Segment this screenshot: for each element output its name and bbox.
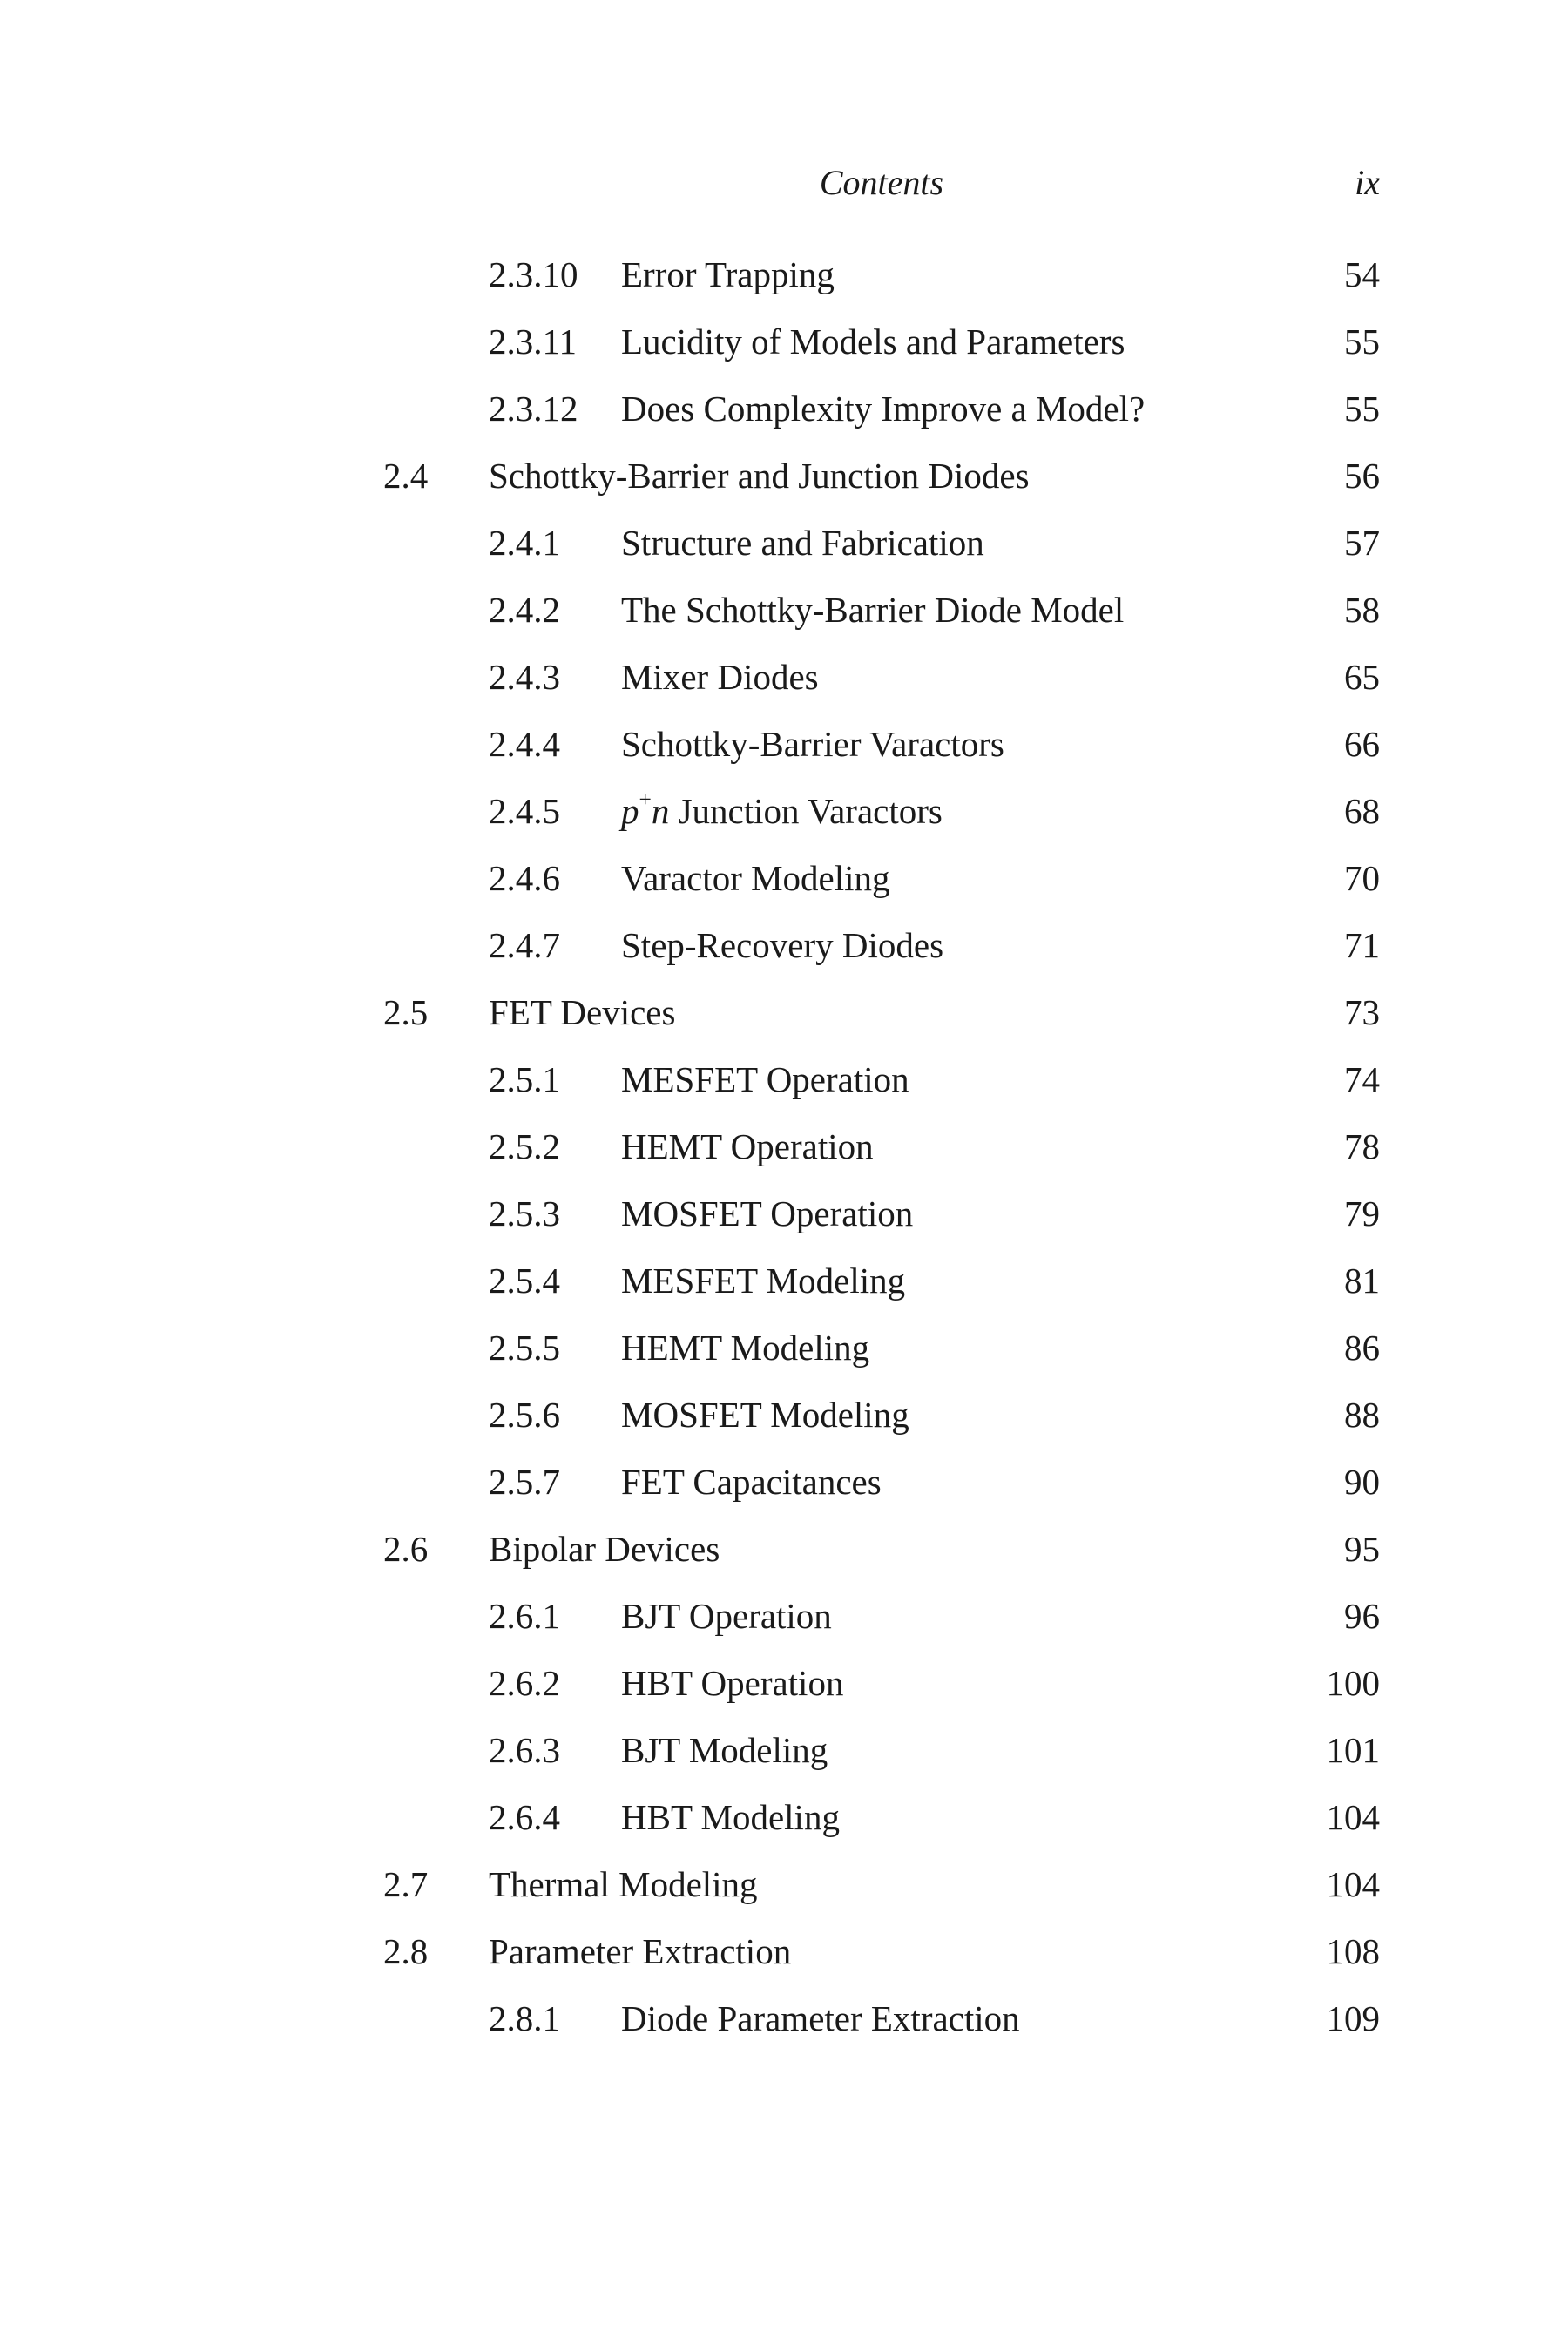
toc-entry-title: HBT Operation: [621, 1663, 844, 1703]
toc-section-title: Parameter Extraction: [489, 1931, 792, 1971]
toc-entry-title: MOSFET Operation: [621, 1193, 914, 1233]
toc-section-page: 108: [1326, 1931, 1380, 1971]
toc-entry-title: Does Complexity Improve a Model?: [621, 389, 1146, 429]
toc-entry-title: FET Capacitances: [621, 1462, 882, 1502]
toc-entry-title: The Schottky-Barrier Diode Model: [621, 590, 1125, 630]
toc-entry-page: 55: [1344, 389, 1380, 429]
toc-entry: [383, 1187, 1380, 1254]
toc-entry-page: 104: [1326, 1797, 1380, 1837]
toc-entry-title: Error Trapping: [621, 254, 835, 294]
toc-entry: [383, 315, 1380, 382]
toc-section-number: 2.8: [383, 1931, 429, 1971]
toc-entry-page: 88: [1344, 1395, 1380, 1435]
toc-section: [383, 449, 1380, 517]
toc-entry-number: 2.4.2: [489, 590, 560, 630]
toc-entry-title: Structure and Fabrication: [621, 523, 984, 563]
toc-entry-page: 65: [1344, 657, 1380, 697]
toc-entry-number: 2.6.1: [489, 1596, 560, 1636]
toc-entry: [383, 1120, 1380, 1187]
running-head: Contents: [819, 163, 944, 202]
toc-section-title: Thermal Modeling: [489, 1864, 758, 1904]
toc-entry-title: [621, 785, 943, 837]
toc-entry: [383, 852, 1380, 919]
toc-entry-title: Lucidity of Models and Parameters: [621, 321, 1125, 362]
toc-entry-page: 57: [1344, 523, 1380, 563]
toc-entry-title: Mixer Diodes: [621, 657, 819, 697]
toc-entry-number: 2.6.2: [489, 1663, 560, 1703]
toc-section: [383, 1858, 1380, 1925]
toc-entry-title: MESFET Modeling: [621, 1260, 906, 1301]
superscript-plus: +: [639, 787, 652, 812]
toc-entry-number: 2.6.3: [489, 1730, 560, 1770]
toc-section: [383, 1523, 1380, 1590]
toc-section-page: 95: [1344, 1529, 1380, 1569]
toc-section-title: FET Devices: [489, 992, 676, 1032]
toc-entry-page: 55: [1344, 321, 1380, 362]
table-of-contents: [383, 248, 1380, 2059]
symbol-p: p: [621, 791, 639, 831]
toc-entry: [383, 785, 1380, 852]
toc-entry-page: 71: [1344, 925, 1380, 965]
toc-entry-title: Diode Parameter Extraction: [621, 1998, 1020, 2038]
toc-entry-number: 2.5.2: [489, 1126, 560, 1166]
toc-entry-number: 2.4.6: [489, 858, 560, 898]
toc-entry-page: 78: [1344, 1126, 1380, 1166]
toc-entry-number: 2.4.7: [489, 925, 560, 965]
toc-section-number: 2.6: [383, 1529, 429, 1569]
toc-entry-page: 100: [1326, 1663, 1380, 1703]
toc-entry-number: 2.3.12: [489, 389, 578, 429]
toc-entry-number: 2.8.1: [489, 1998, 560, 2038]
toc-entry-title: BJT Modeling: [621, 1730, 828, 1770]
toc-entry-page: 81: [1344, 1260, 1380, 1301]
toc-entry-number: 2.5.5: [489, 1328, 560, 1368]
toc-entry-page: 79: [1344, 1193, 1380, 1233]
toc-entry-page: 58: [1344, 590, 1380, 630]
toc-entry-title: HEMT Operation: [621, 1126, 874, 1166]
toc-entry: [383, 1254, 1380, 1321]
toc-entry-number: 2.5.6: [489, 1395, 560, 1435]
symbol-n: n: [651, 791, 670, 831]
toc-entry: [383, 1657, 1380, 1724]
toc-entry-number: 2.5.4: [489, 1260, 560, 1301]
toc-entry: [383, 1791, 1380, 1858]
toc-entry: [383, 248, 1380, 315]
toc-section-number: 2.5: [383, 992, 429, 1032]
toc-entry-title: HBT Modeling: [621, 1797, 840, 1837]
toc-entry-number: 2.4.4: [489, 724, 560, 764]
toc-section-page: 104: [1326, 1864, 1380, 1904]
toc-entry-number: 2.6.4: [489, 1797, 560, 1837]
toc-entry-number: 2.5.7: [489, 1462, 560, 1502]
toc-entry-number: 2.3.10: [489, 254, 578, 294]
toc-entry: [383, 1321, 1380, 1389]
toc-entry-number: 2.4.5: [489, 791, 560, 831]
toc-section-page: 56: [1344, 456, 1380, 496]
toc-section-number: 2.7: [383, 1864, 429, 1904]
toc-entry-title: BJT Operation: [621, 1596, 832, 1636]
toc-entry-number: 2.5.1: [489, 1059, 560, 1099]
toc-entry-page: 54: [1344, 254, 1380, 294]
toc-entry: [383, 651, 1380, 718]
toc-entry-title: MESFET Operation: [621, 1059, 909, 1099]
toc-entry-number: 2.4.1: [489, 523, 560, 563]
page-number: ix: [1355, 163, 1380, 202]
toc-entry-number: 2.5.3: [489, 1193, 560, 1233]
toc-entry-title: Varactor Modeling: [621, 858, 890, 898]
toc-entry-title: HEMT Modeling: [621, 1328, 870, 1368]
toc-entry-page: 74: [1344, 1059, 1380, 1099]
toc-entry-page: 66: [1344, 724, 1380, 764]
toc-section-number: 2.4: [383, 456, 429, 496]
toc-entry-page: 86: [1344, 1328, 1380, 1368]
toc-entry: [383, 382, 1380, 449]
toc-entry-page: 68: [1344, 791, 1380, 831]
toc-section: [383, 986, 1380, 1053]
toc-entry-page: 101: [1326, 1730, 1380, 1770]
toc-entry: [383, 584, 1380, 651]
toc-entry: [383, 1590, 1380, 1657]
toc-section-title: Bipolar Devices: [489, 1529, 720, 1569]
title-text: Junction Varactors: [669, 791, 943, 831]
toc-entry-page: 96: [1344, 1596, 1380, 1636]
toc-section-page: 73: [1344, 992, 1380, 1032]
toc-entry: [383, 1389, 1380, 1456]
toc-entry-page: 109: [1326, 1998, 1380, 2038]
toc-entry: [383, 1053, 1380, 1120]
toc-entry-title: Step-Recovery Diodes: [621, 925, 944, 965]
page-header: [383, 157, 1380, 209]
toc-entry: [383, 1456, 1380, 1523]
toc-entry-title: MOSFET Modeling: [621, 1395, 909, 1435]
toc-entry: [383, 1992, 1380, 2059]
toc-section-title: Schottky-Barrier and Junction Diodes: [489, 456, 1030, 496]
toc-entry-page: 90: [1344, 1462, 1380, 1502]
toc-entry-title: Schottky-Barrier Varactors: [621, 724, 1004, 764]
toc-entry: [383, 919, 1380, 986]
toc-entry: [383, 1724, 1380, 1791]
toc-entry-number: 2.3.11: [489, 321, 577, 362]
toc-entry: [383, 718, 1380, 785]
toc-entry: [383, 517, 1380, 584]
toc-entry-number: 2.4.3: [489, 657, 560, 697]
toc-entry-page: 70: [1344, 858, 1380, 898]
toc-section: [383, 1925, 1380, 1992]
